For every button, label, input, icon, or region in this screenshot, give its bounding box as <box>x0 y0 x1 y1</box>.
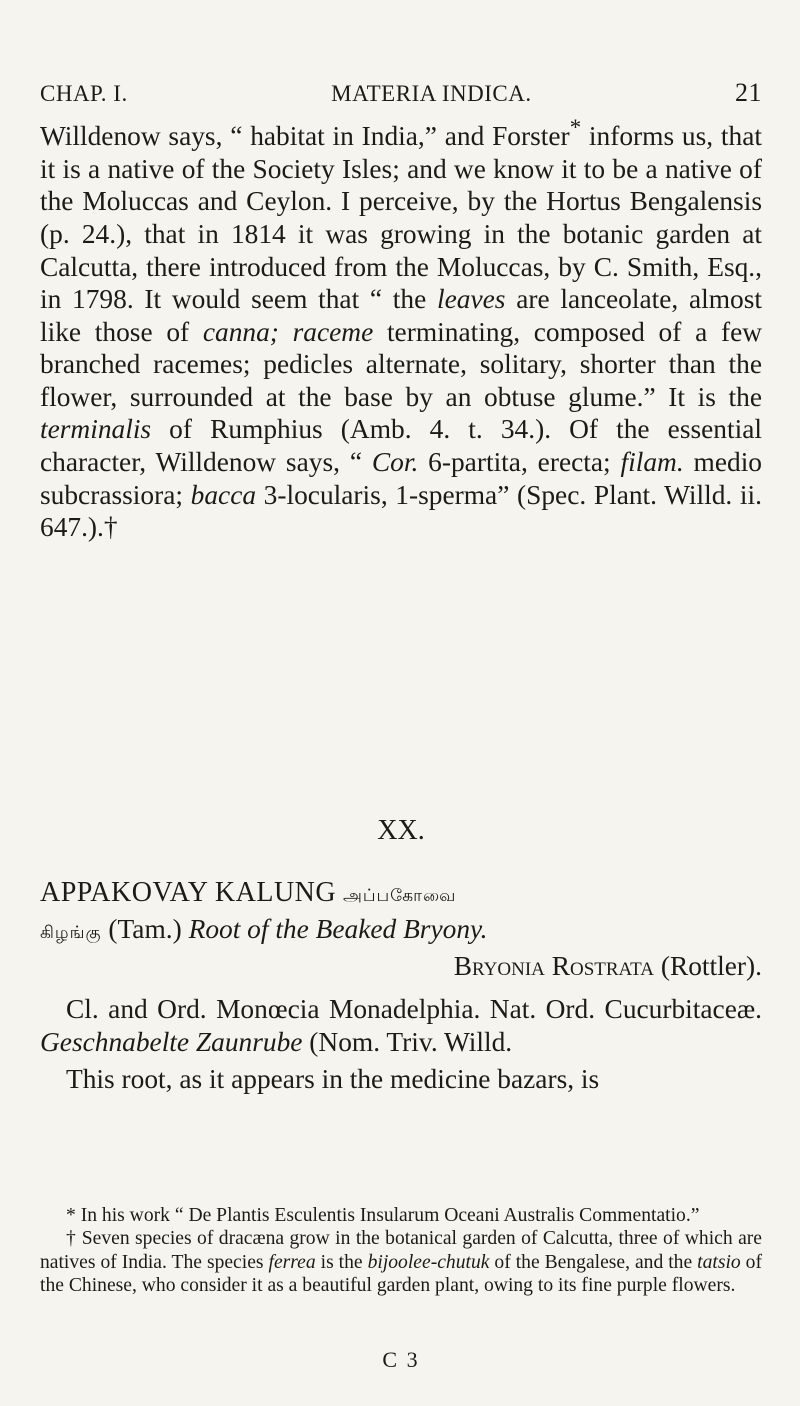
footnote-text: of the Chinese, who consider it as a beautiful garden plant, owing to its fine purple flowers. <box>40 1251 763 1297</box>
running-title: MATERIA INDICA. <box>331 81 532 106</box>
footnote-text: Seven species of dracæna grow in the botanical garden of Calcutta, three of which are natives of India. The species <box>40 1228 763 1273</box>
footnote-mark: * <box>66 1205 76 1226</box>
italic-run: leaves <box>437 284 506 315</box>
footnote-text: In his work “ De Plantis Esculentis Insularum Oceani Australis Commentatio.” <box>75 1205 700 1226</box>
signature-mark: C 3 <box>382 1347 420 1372</box>
footnote-mark: † <box>66 1228 77 1250</box>
footnote-text: of the Bengalese, and the <box>489 1251 698 1273</box>
text-run: 6-partita, erecta; <box>418 447 621 478</box>
footnote-mark-dagger: † <box>103 512 118 543</box>
footnotes <box>40 1204 762 1298</box>
tamil-name-1: அப்பகோவை <box>342 886 457 906</box>
italic-run: canna; raceme <box>202 316 374 347</box>
entry-heading-line2 <box>40 913 762 950</box>
page-number: 21 <box>734 78 762 107</box>
description-start: This root, as it appears in the medicine bazars, is <box>66 1064 600 1094</box>
footnote-text: is the <box>315 1251 368 1273</box>
footnote-mark-star: * <box>569 115 582 140</box>
text-run: (Nom. Triv. Willd. <box>302 1027 513 1057</box>
text-run: medio subcrassiora; <box>40 447 763 510</box>
footnote-1 <box>40 1204 762 1227</box>
italic-run: filam. <box>620 447 684 478</box>
entry-appakovay <box>40 876 762 1096</box>
chapter-label: CHAP. I. <box>40 81 128 106</box>
text-run: 3-locularis, 1-sperma” (Spec. Plant. Willd. ii. 647.). <box>40 479 762 543</box>
text-run: Cl. and Ord. Monœcia Monadelphia. Nat. Ord. Cucurbitaceæ. <box>66 994 762 1024</box>
classification <box>40 993 762 1059</box>
headword: APPAKOVAY KALUNG <box>40 877 337 908</box>
italic-run: terminalis <box>40 414 152 445</box>
italic-run: Cor. <box>371 447 419 478</box>
botanical-name-line <box>40 950 762 983</box>
botanical-name: Bryonia Rostrata <box>453 951 654 981</box>
section-number: XX. <box>377 815 425 846</box>
text-run: are lanceolate, almost like those of <box>40 284 762 347</box>
text-run: informs us, that it is a native of the Society Isles; and we know it to be a native of the Moluccas and Ceylon. I perceive, by the Hortus Bengalensis (p. 24.), that in 1814 it was growing in the botanic garden at Calcutta, there introduced from the Moluccas, by C. Smith, Esq., in 1798. It would seem that “ the <box>40 121 762 315</box>
running-header <box>40 78 762 108</box>
entry-heading <box>40 876 762 913</box>
english-name: Root of the Beaked Bryony. <box>188 914 488 944</box>
language-label: (Tam.) <box>101 914 189 944</box>
botanical-author: (Rottler). <box>653 951 762 981</box>
tamil-name-2: கிழங்கு <box>40 923 102 943</box>
footnote-2 <box>40 1227 762 1297</box>
italic-run: ferrea <box>268 1251 316 1273</box>
german-name: Geschnabelte Zaunrube <box>40 1027 303 1057</box>
text-run: Willdenow says, “ habitat in India,” and Forster <box>40 121 570 152</box>
text-run: of Rumphius (Amb. 4. t. 34.). Of the essential character, Willdenow says, “ <box>40 414 762 478</box>
italic-run: tatsio <box>697 1251 741 1273</box>
paragraph-text <box>40 112 762 544</box>
italic-run: bijoolee-chutuk <box>367 1251 490 1273</box>
paragraph-dracaena <box>40 112 762 544</box>
text-run: terminating, composed of a few branched racemes; pedicles alternate, solitary, shorter than the flower, surrounded at the base by an obtuse glume.” It is the <box>40 316 763 412</box>
italic-run: bacca <box>190 479 257 510</box>
